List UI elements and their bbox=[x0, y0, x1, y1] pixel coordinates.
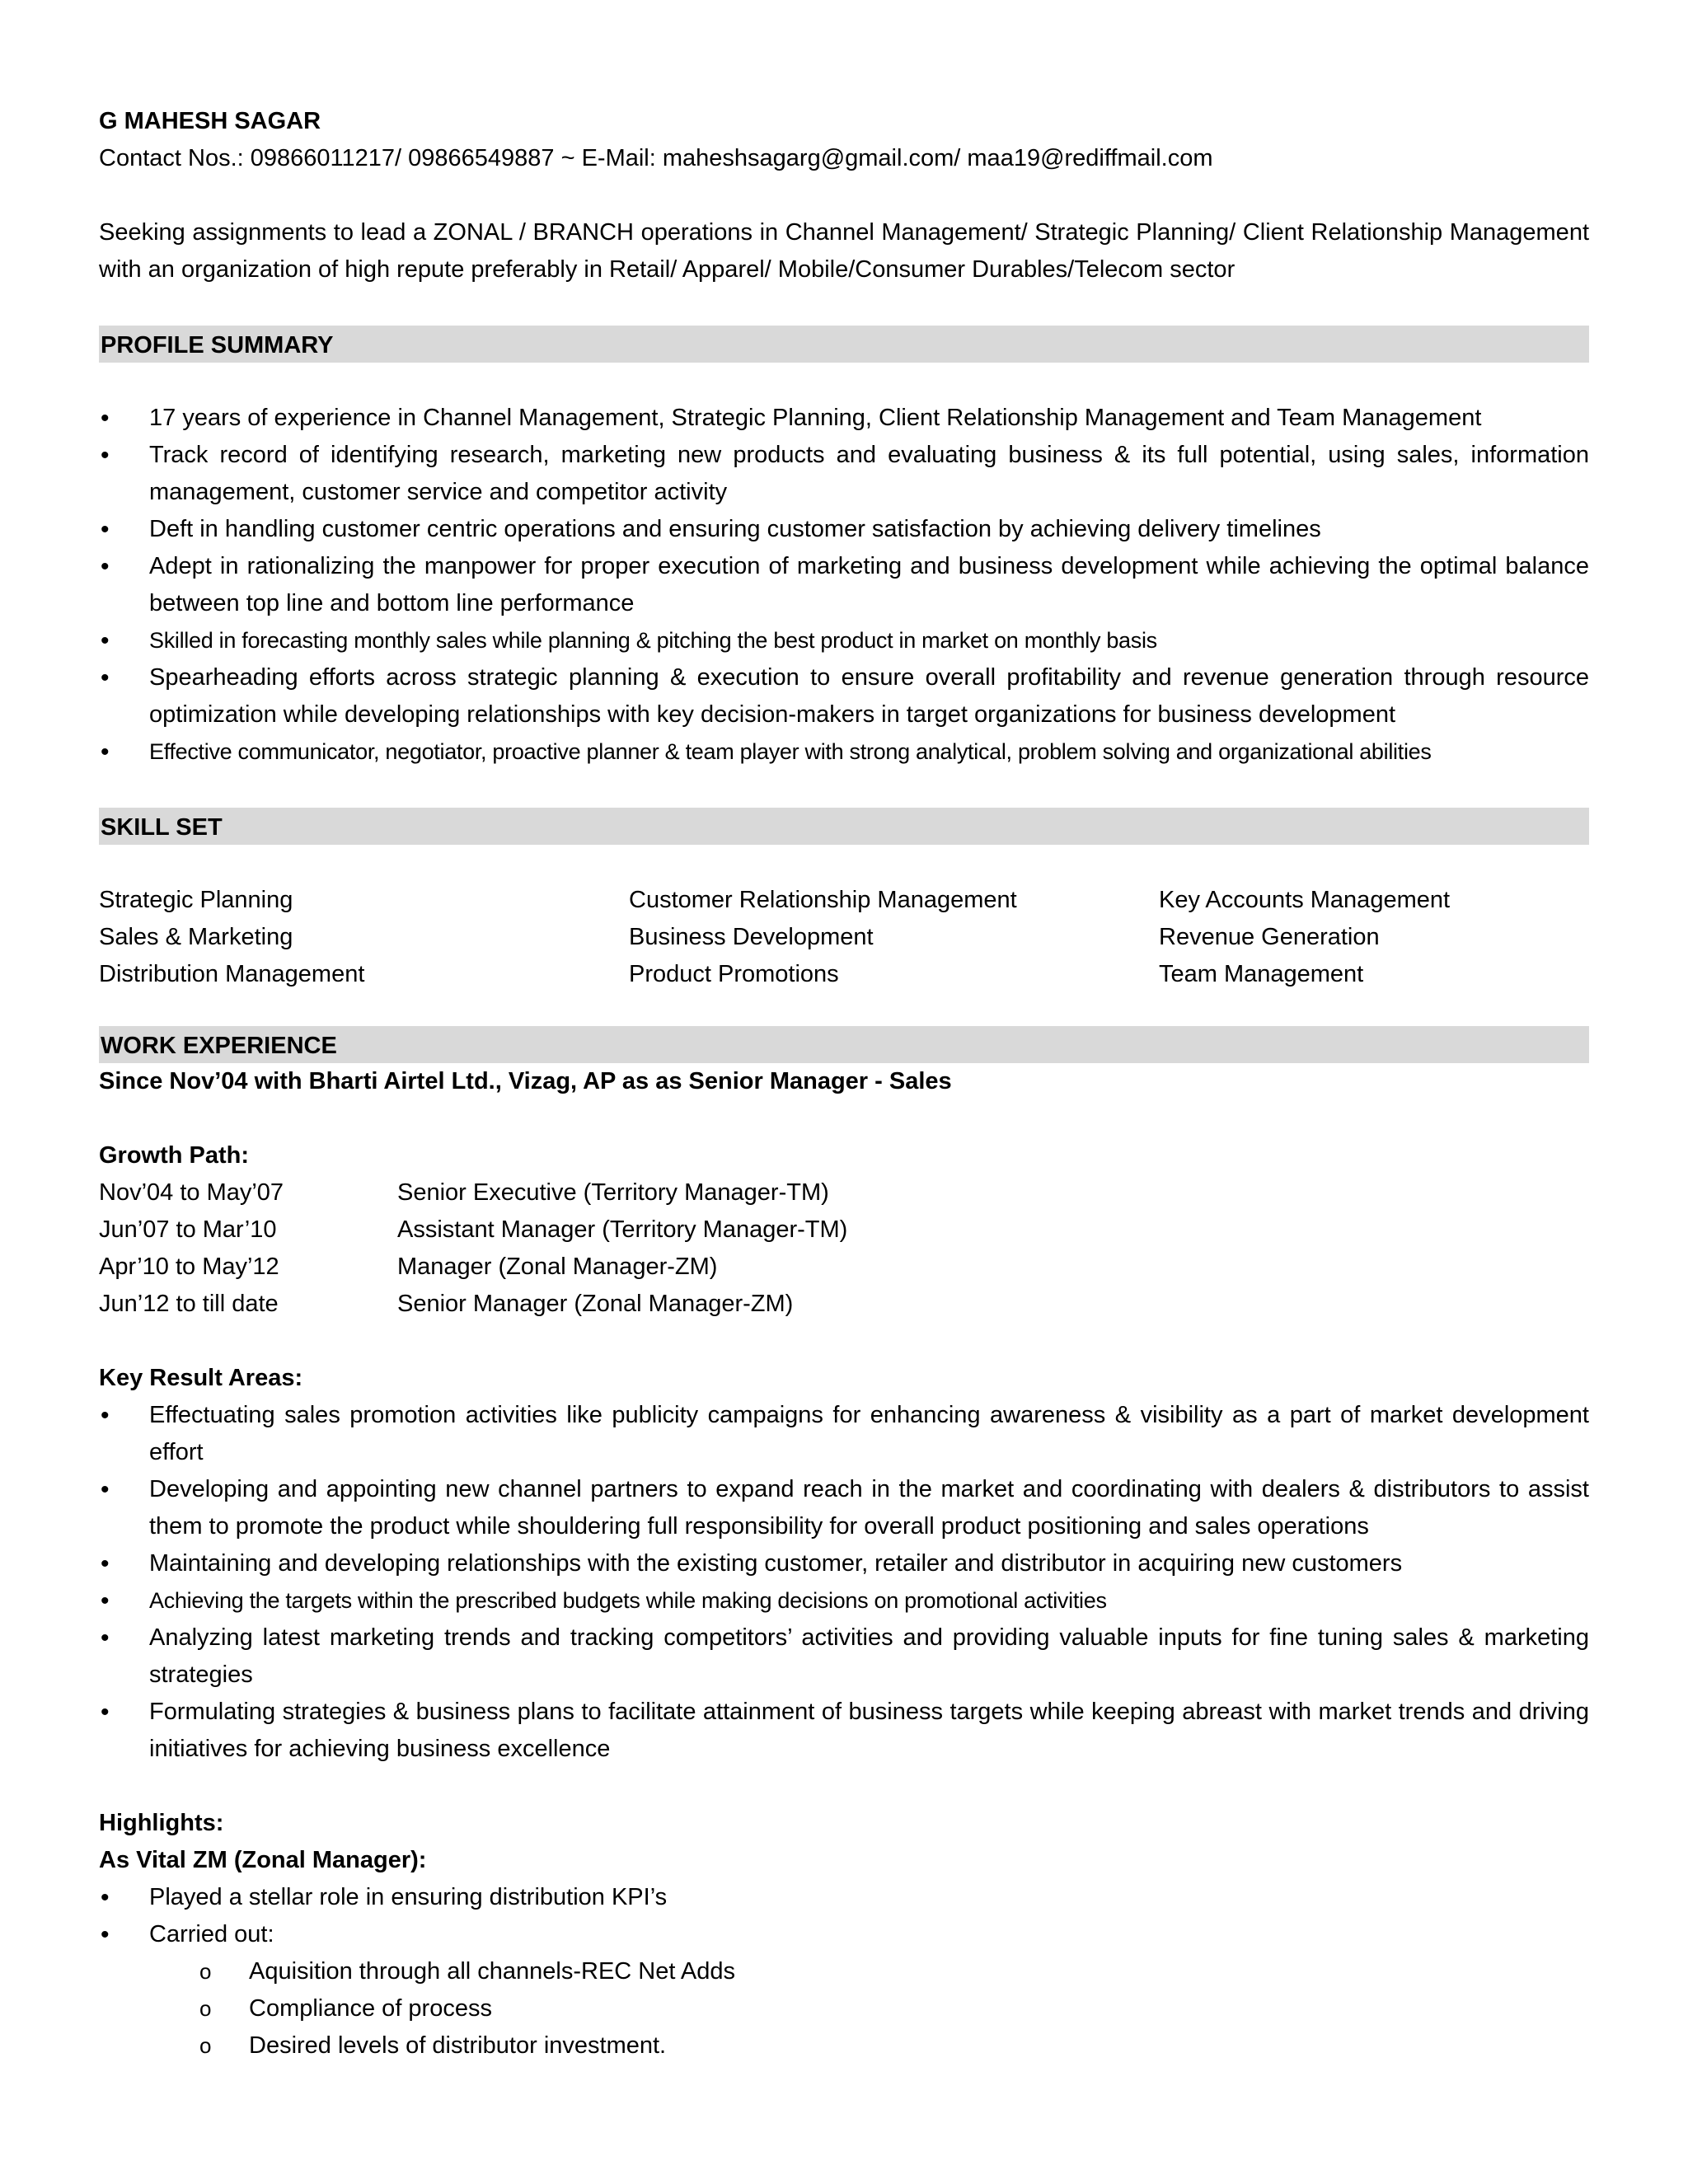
list-item: • Adept in rationalizing the manpower for proper execution of marketing and business development while achieving the optimal balance between top line and bottom line performance bbox=[99, 548, 1589, 622]
growth-path-row bbox=[99, 1212, 1589, 1249]
contact-line: Contact Nos.: 09866011217/ 09866549887 ~ E-Mail: maheshsagarg@gmail.com/ maa19@rediffmail.com bbox=[99, 145, 1213, 171]
section-heading-work-experience: WORK EXPERIENCE bbox=[99, 1026, 1589, 1063]
growth-period: Jun’07 to Mar’10 bbox=[99, 1216, 277, 1243]
growth-path-row bbox=[99, 1286, 1589, 1323]
growth-period: Apr’10 to May’12 bbox=[99, 1254, 279, 1280]
growth-role: Manager (Zonal Manager-ZM) bbox=[397, 1254, 718, 1280]
list-item: • Effectuating sales promotion activities like publicity campaigns for enhancing awareness & visibility as a part of market development effort bbox=[99, 1397, 1589, 1471]
list-item: • Analyzing latest marketing trends and tracking competitors’ activities and providing valuable inputs for fine tuning sales & marketing strategies bbox=[99, 1619, 1589, 1694]
resume-page bbox=[99, 103, 1589, 2064]
growth-path-row bbox=[99, 1174, 1589, 1212]
highlights-label: Highlights: bbox=[99, 1810, 224, 1836]
kra-label: Key Result Areas: bbox=[99, 1365, 303, 1391]
growth-path-row bbox=[99, 1249, 1589, 1286]
section-heading-profile-summary: PROFILE SUMMARY bbox=[99, 326, 1589, 363]
skill-item: Customer Relationship Management bbox=[629, 887, 1017, 913]
growth-path-label: Growth Path: bbox=[99, 1142, 250, 1169]
list-item: • 17 years of experience in Channel Management, Strategic Planning, Client Relationship Management and Team Management bbox=[99, 400, 1589, 437]
list-item: • Track record of identifying research, marketing new products and evaluating business & its full potential, using sales, information management, customer service and competitor activity bbox=[99, 437, 1589, 511]
list-item: • Played a stellar role in ensuring distribution KPI’s bbox=[99, 1879, 1589, 1916]
skill-item: Product Promotions bbox=[629, 961, 839, 987]
section-heading-skill-set: SKILL SET bbox=[99, 808, 1589, 845]
skill-item: Distribution Management bbox=[99, 961, 365, 987]
list-item: • Developing and appointing new channel partners to expand reach in the market and coordinating with dealers & distributors to assist them to promote the product while shouldering full responsibility for overall product positioning and sales operations bbox=[99, 1471, 1589, 1545]
role-label: As Vital ZM (Zonal Manager): bbox=[99, 1847, 427, 1873]
list-item: • Carried out: bbox=[99, 1916, 1589, 1953]
sub-list-item: o Aquisition through all channels-REC Net Adds bbox=[99, 1953, 1589, 1990]
growth-period: Jun’12 to till date bbox=[99, 1291, 279, 1317]
growth-period: Nov’04 to May’07 bbox=[99, 1179, 284, 1206]
highlights-list bbox=[99, 1879, 1589, 1953]
list-item: • Deft in handling customer centric operations and ensuring customer satisfaction by achieving delivery timelines bbox=[99, 511, 1589, 548]
profile-summary-list bbox=[99, 400, 1589, 771]
growth-role: Senior Manager (Zonal Manager-ZM) bbox=[397, 1291, 794, 1317]
list-item: • Effective communicator, negotiator, proactive planner & team player with strong analytical, problem solving and organizational abilities bbox=[99, 733, 1589, 771]
skill-item: Business Development bbox=[629, 924, 874, 950]
candidate-name: G MAHESH SAGAR bbox=[99, 108, 321, 134]
sub-list-item: o Desired levels of distributor investment. bbox=[99, 2027, 1589, 2064]
sub-list-item: o Compliance of process bbox=[99, 1990, 1589, 2027]
list-item: • Spearheading efforts across strategic planning & execution to ensure overall profitability and revenue generation through resource optimization while developing relationships with key decision-makers in target organizations for business development bbox=[99, 659, 1589, 733]
growth-path-list bbox=[99, 1174, 1589, 1323]
list-item: • Skilled in forecasting monthly sales while planning & pitching the best product in market on monthly basis bbox=[99, 622, 1589, 659]
skill-item: Revenue Generation bbox=[1159, 924, 1380, 950]
list-item: • Achieving the targets within the prescribed budgets while making decisions on promotional activities bbox=[99, 1582, 1589, 1619]
carried-out-list bbox=[99, 1953, 1589, 2064]
list-item: • Maintaining and developing relationships with the existing customer, retailer and distributor in acquiring new customers bbox=[99, 1545, 1589, 1582]
skill-item: Key Accounts Management bbox=[1159, 887, 1451, 913]
skill-item: Strategic Planning bbox=[99, 887, 293, 913]
employer-line: Since Nov’04 with Bharti Airtel Ltd., Vizag, AP as as Senior Manager - Sales bbox=[99, 1068, 952, 1094]
growth-role: Senior Executive (Territory Manager-TM) bbox=[397, 1179, 829, 1206]
growth-role: Assistant Manager (Territory Manager-TM) bbox=[397, 1216, 848, 1243]
skills-grid bbox=[99, 882, 1589, 993]
objective: Seeking assignments to lead a ZONAL / BRANCH operations in Channel Management/ Strategic Planning/ Client Relationship Management with an organization of high repute preferably in Retail/ Apparel/ Mobile/Consumer Durables/Telecom sector bbox=[99, 219, 1589, 283]
list-item: • Formulating strategies & business plans to facilitate attainment of business targets while keeping abreast with market trends and driving initiatives for achieving business excellence bbox=[99, 1694, 1589, 1768]
skill-item: Team Management bbox=[1159, 961, 1364, 987]
skill-item: Sales & Marketing bbox=[99, 924, 293, 950]
kra-list bbox=[99, 1397, 1589, 1768]
